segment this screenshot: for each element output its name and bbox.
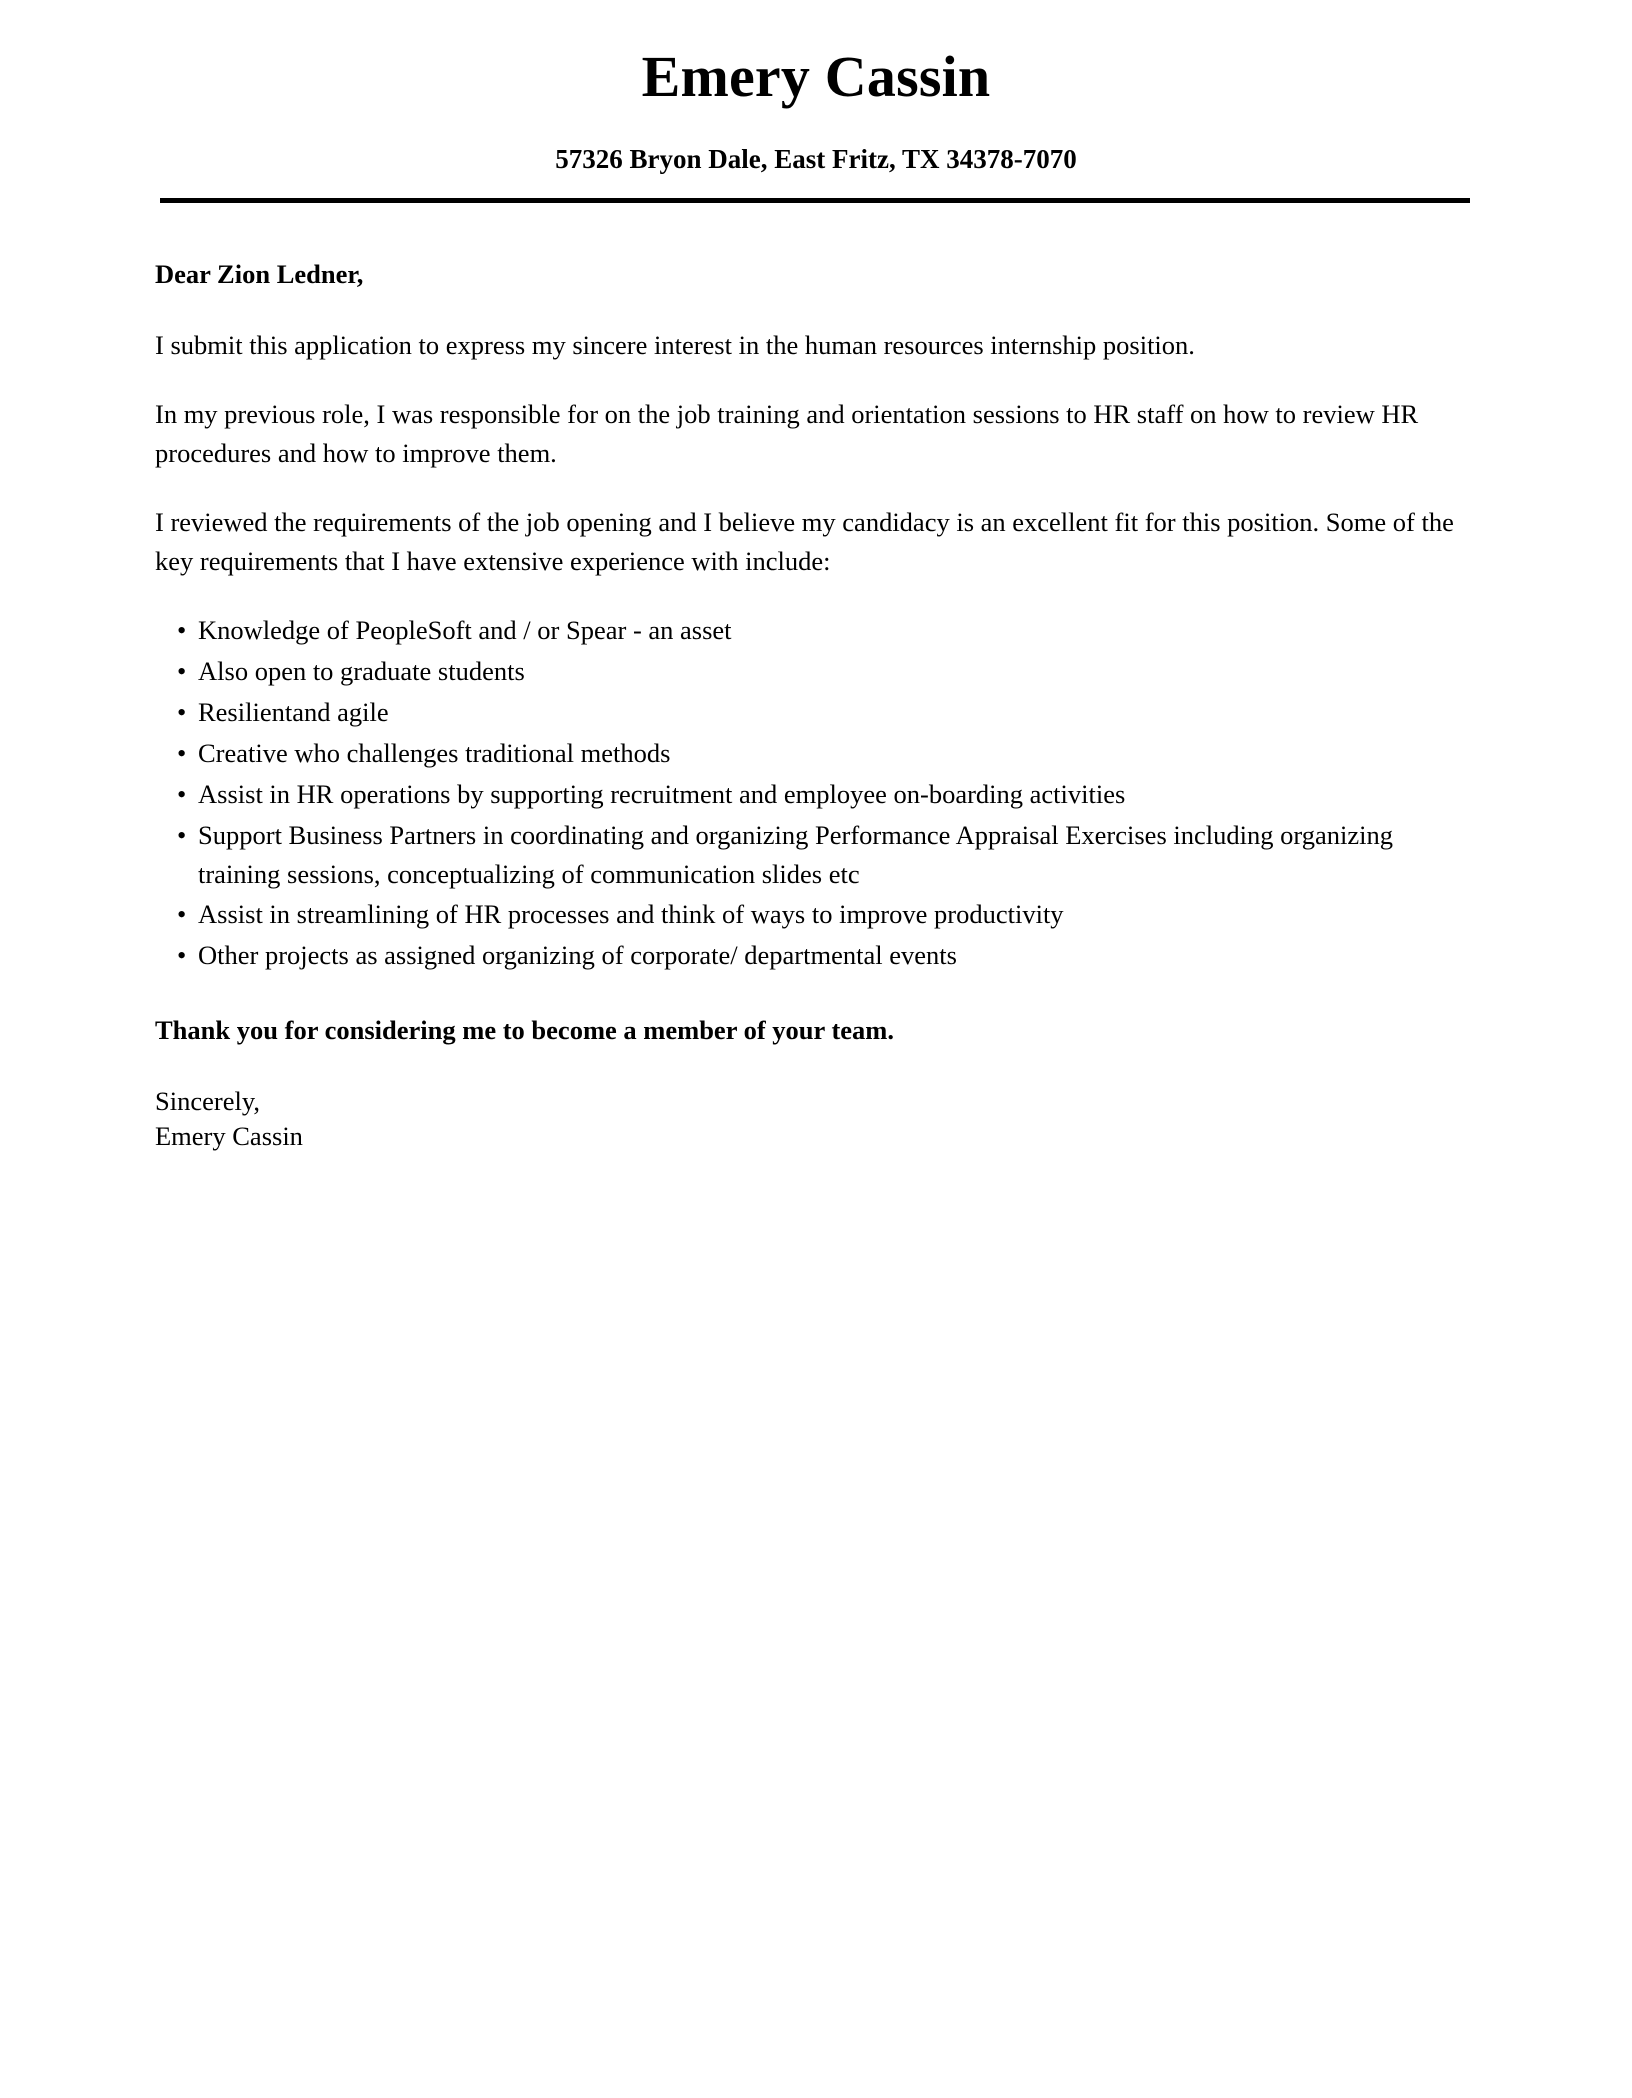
sign-off: Sincerely, xyxy=(155,1086,260,1117)
list-item: • Knowledge of PeopleSoft and / or Spear - an asset xyxy=(155,611,1470,650)
list-item: • Resilientand agile xyxy=(155,693,1470,732)
experience-paragraph: In my previous role, I was responsible for on the job training and orientation sessions to HR staff on how to review HR procedures and how to improve them. xyxy=(155,398,1419,468)
list-item: • Support Business Partners in coordinating and organizing Performance Appraisal Exercises including organizing training sessions, conceptualizing of communication slides etc xyxy=(155,816,1470,894)
list-item: • Assist in streamlining of HR processes and think of ways to improve productivity xyxy=(155,895,1470,934)
list-item: • Also open to graduate students xyxy=(155,652,1470,691)
qualifications-paragraph: I reviewed the requirements of the job opening and I believe my candidacy is an excellent fit for this position. Some of the key requirements that I have extensive experience with include: xyxy=(155,506,1454,576)
salutation: Dear Zion Ledner, xyxy=(155,259,364,290)
applicant-name: Emery Cassin xyxy=(641,44,991,109)
intro-paragraph: I submit this application to express my sincere interest in the human resources internship position. xyxy=(155,330,1195,361)
signature-name: Emery Cassin xyxy=(155,1120,303,1151)
list-item: • Assist in HR operations by supporting recruitment and employee on-boarding activities xyxy=(155,775,1470,814)
letter-body xyxy=(0,203,1632,1153)
thank-you-line: Thank you for considering me to become a member of your team. xyxy=(155,1015,894,1046)
list-item: • Creative who challenges traditional methods xyxy=(155,734,1470,773)
requirements-list xyxy=(155,611,1470,976)
list-item: • Other projects as assigned organizing of corporate/ departmental events xyxy=(155,936,1470,975)
signature-block xyxy=(155,1084,1470,1153)
letterhead xyxy=(0,0,1632,203)
applicant-address: 57326 Bryon Dale, East Fritz, TX 34378-7070 xyxy=(555,143,1077,174)
